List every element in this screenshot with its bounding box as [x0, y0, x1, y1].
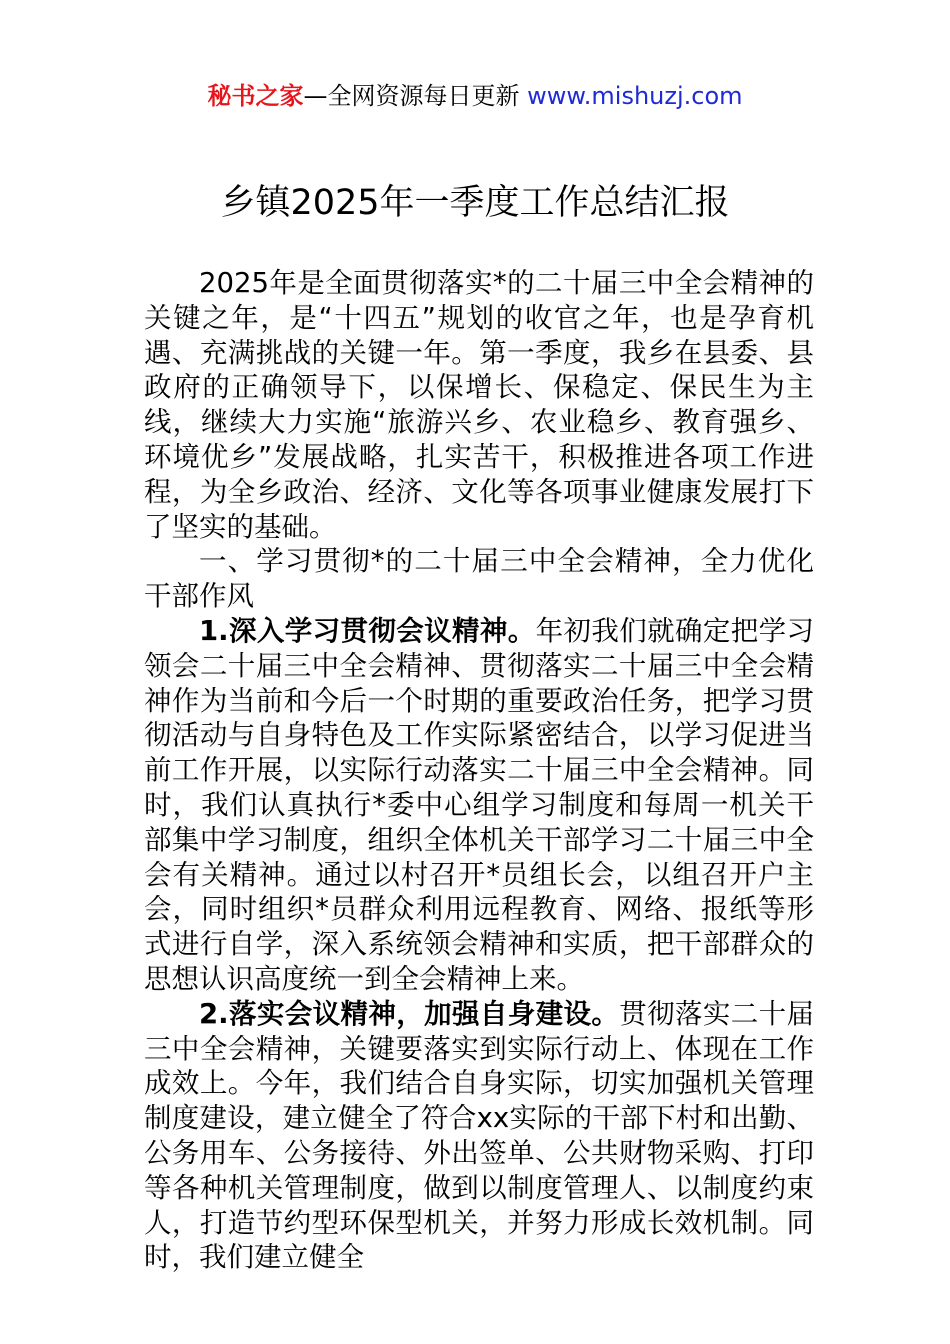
intro-paragraph: 2025年是全面贯彻落实*的二十届三中全会精神的关键之年，是“十四五”规划的收官之年，也是孕育机遇、充满挑战的关键一年。第一季度，我乡在县委、县政府的正确领导下，以保增长、保稳定、保民生为主线，继续大力实施“旅游兴乡、农业稳乡、教育强乡、环境优乡”发展战略，扎实苦干，积极推进各项工作进程，为全乡政治、经济、文化等各项事业健康发展打下了坚实的基础。: [144, 267, 814, 543]
item-text-1: 年初我们就确定把学习领会二十届三中全会精神、贯彻落实二十届三中全会精神作为当前和今后一个时期的重要政治任务，把学习贯彻活动与自身特色及工作实际紧密结合，以学习促进当前工作开展，以实际行动落实二十届三中全会精神。同时，我们认真执行*委中心组学习制度和每周一机关干部集中学习制度，组织全体机关干部学习二十届三中全会有关精神。通过以村召开*员组长会，以组召开户主会，同时组织*员群众利用远程教育、网络、报纸等形式进行自学，深入系统领会精神和实质，把干部群众的思想认识高度统一到全会精神上来。: [144, 614, 814, 995]
site-url[interactable]: www.mishuzj.com: [527, 82, 743, 110]
document-title: 乡镇2025年一季度工作总结汇报: [220, 183, 730, 223]
document-body: [144, 266, 814, 1275]
item-text-2: 贯彻落实二十届三中全会精神，关键要落实到实际行动上、体现在工作成效上。今年，我们结合自身实际，切实加强机关管理制度建设，建立健全了符合xx实际的干部下村和出勤、公务用车、公务接待、外出签单、公共财物采购、打印等各种机关管理制度，做到以制度管理人、以制度约束人，打造节约型环保型机关，并努力形成长效机制。同时，我们建立健全: [144, 997, 814, 1274]
item-lead-1: 1.深入学习贯彻会议精神。: [199, 614, 536, 647]
brand-name: 秘书之家: [207, 82, 304, 110]
item-paragraph-1: [144, 614, 814, 997]
site-tagline: —全网资源每日更新: [303, 82, 528, 110]
site-header: [0, 80, 950, 112]
section-heading: 一、学习贯彻*的二十届三中全会精神，全力优化干部作风: [144, 545, 814, 613]
item-lead-2: 2.落实会议精神，加强自身建设。: [199, 997, 620, 1030]
item-paragraph-2: [144, 997, 814, 1275]
